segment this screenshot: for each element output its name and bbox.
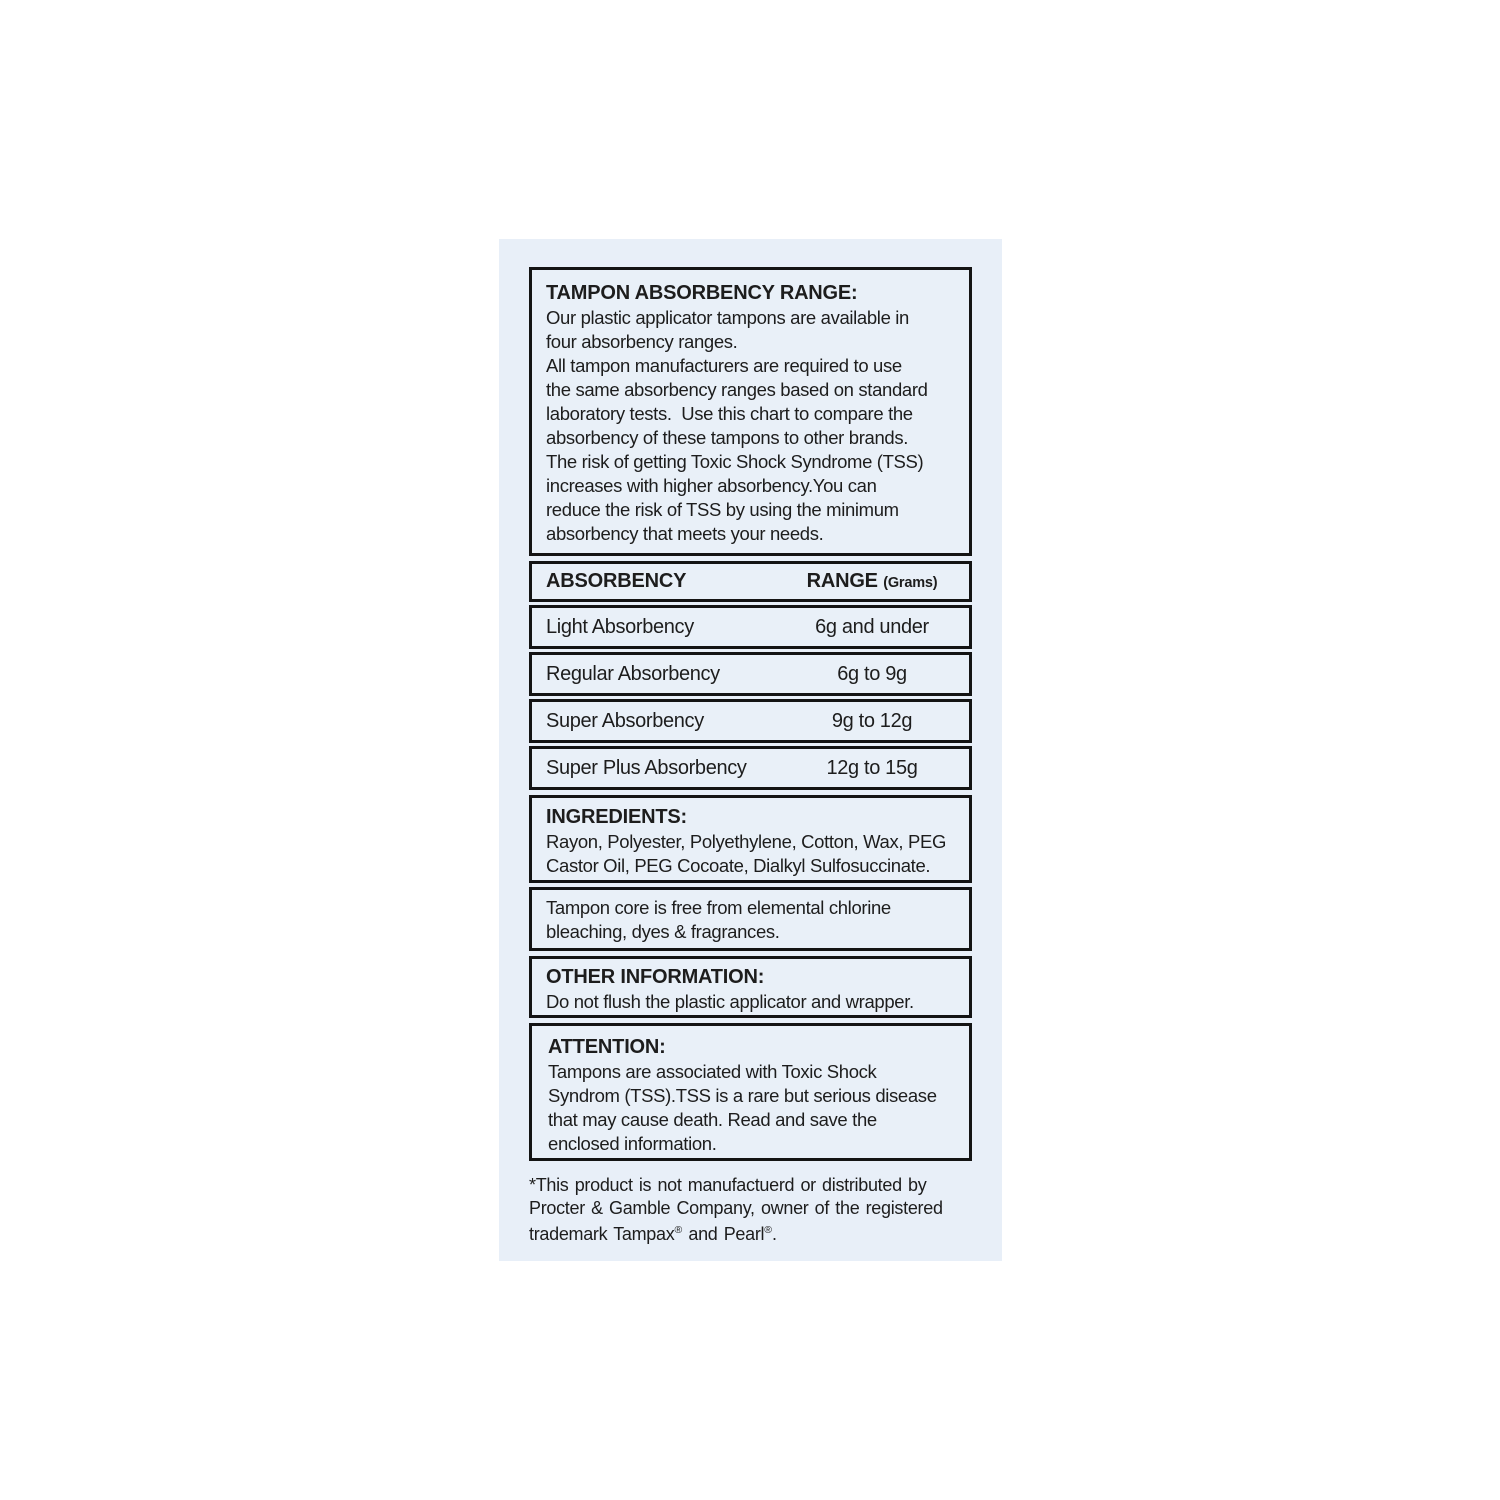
intro-line: the same absorbency ranges based on standard (546, 379, 928, 400)
row-range: 6g to 9g (837, 662, 907, 685)
attention-line: Syndrom (TSS).TSS is a rare but serious disease (548, 1085, 937, 1106)
registered-trademark-symbol: ® (764, 1224, 772, 1236)
ingredients-line: Rayon, Polyester, Polyethylene, Cotton, Wax, PEG (546, 831, 946, 852)
intro-line: reduce the risk of TSS by using the minimum (546, 499, 899, 520)
attention-box (529, 1023, 972, 1161)
row-range: 6g and under (815, 615, 929, 638)
intro-line: Our plastic applicator tampons are available in (546, 307, 909, 328)
row-range: 12g to 15g (826, 756, 918, 779)
table-header-range (781, 570, 963, 593)
row-label: Super Plus Absorbency (546, 756, 747, 779)
footnote (529, 1174, 975, 1246)
table-header-absorbency: ABSORBENCY (546, 570, 687, 592)
row-range: 9g to 12g (831, 709, 913, 732)
attention-line: enclosed information. (548, 1133, 717, 1154)
footnote-line: Procter & Gamble Company, owner of the registered (529, 1197, 943, 1218)
intro-title: TAMPON ABSORBENCY RANGE: (546, 282, 858, 304)
footnote-trademark-text: and Pearl (682, 1224, 765, 1244)
intro-line: absorbency of these tampons to other brands. (546, 427, 909, 448)
footnote-trademark-text: . (772, 1224, 777, 1244)
attention-title: ATTENTION: (548, 1036, 666, 1058)
chlorine-note-line: Tampon core is free from elemental chlorine (546, 897, 891, 918)
table-row (529, 652, 972, 696)
intro-line: increases with higher absorbency.You can (546, 475, 877, 496)
table-row (529, 746, 972, 790)
other-information-line: Do not flush the plastic applicator and wrapper. (546, 991, 914, 1012)
intro-line: All tampon manufacturers are required to use (546, 355, 902, 376)
chlorine-note-line: bleaching, dyes & fragrances. (546, 921, 780, 942)
ingredients-title: INGREDIENTS: (546, 806, 687, 828)
label-panel (499, 239, 1002, 1261)
intro-line: four absorbency ranges. (546, 331, 738, 352)
row-label: Light Absorbency (546, 615, 694, 638)
table-header-row (529, 561, 972, 602)
registered-trademark-symbol: ® (674, 1224, 683, 1236)
intro-box (529, 267, 972, 556)
table-row (529, 699, 972, 743)
other-information-box (529, 956, 972, 1018)
footnote-line (529, 1219, 975, 1246)
chlorine-note-box (529, 887, 972, 951)
table-header-grams-unit: (Grams) (883, 575, 938, 591)
intro-line: laboratory tests. Use this chart to compare the (546, 403, 913, 424)
footnote-line: *This product is not manufactuerd or distributed by (529, 1175, 927, 1195)
ingredients-line: Castor Oil, PEG Cocoate, Dialkyl Sulfosuccinate. (546, 855, 931, 876)
ingredients-box (529, 795, 972, 883)
other-information-title: OTHER INFORMATION: (546, 966, 765, 988)
attention-line: Tampons are associated with Toxic Shock (548, 1061, 877, 1082)
attention-line: that may cause death. Read and save the (548, 1109, 877, 1130)
row-label: Super Absorbency (546, 709, 704, 732)
intro-line: The risk of getting Toxic Shock Syndrome (TSS) (546, 451, 924, 472)
row-label: Regular Absorbency (546, 662, 720, 685)
intro-line: absorbency that meets your needs. (546, 523, 824, 544)
table-row (529, 605, 972, 649)
footnote-trademark-text: trademark Tampax (529, 1224, 675, 1244)
table-header-range-label: RANGE (806, 570, 878, 592)
